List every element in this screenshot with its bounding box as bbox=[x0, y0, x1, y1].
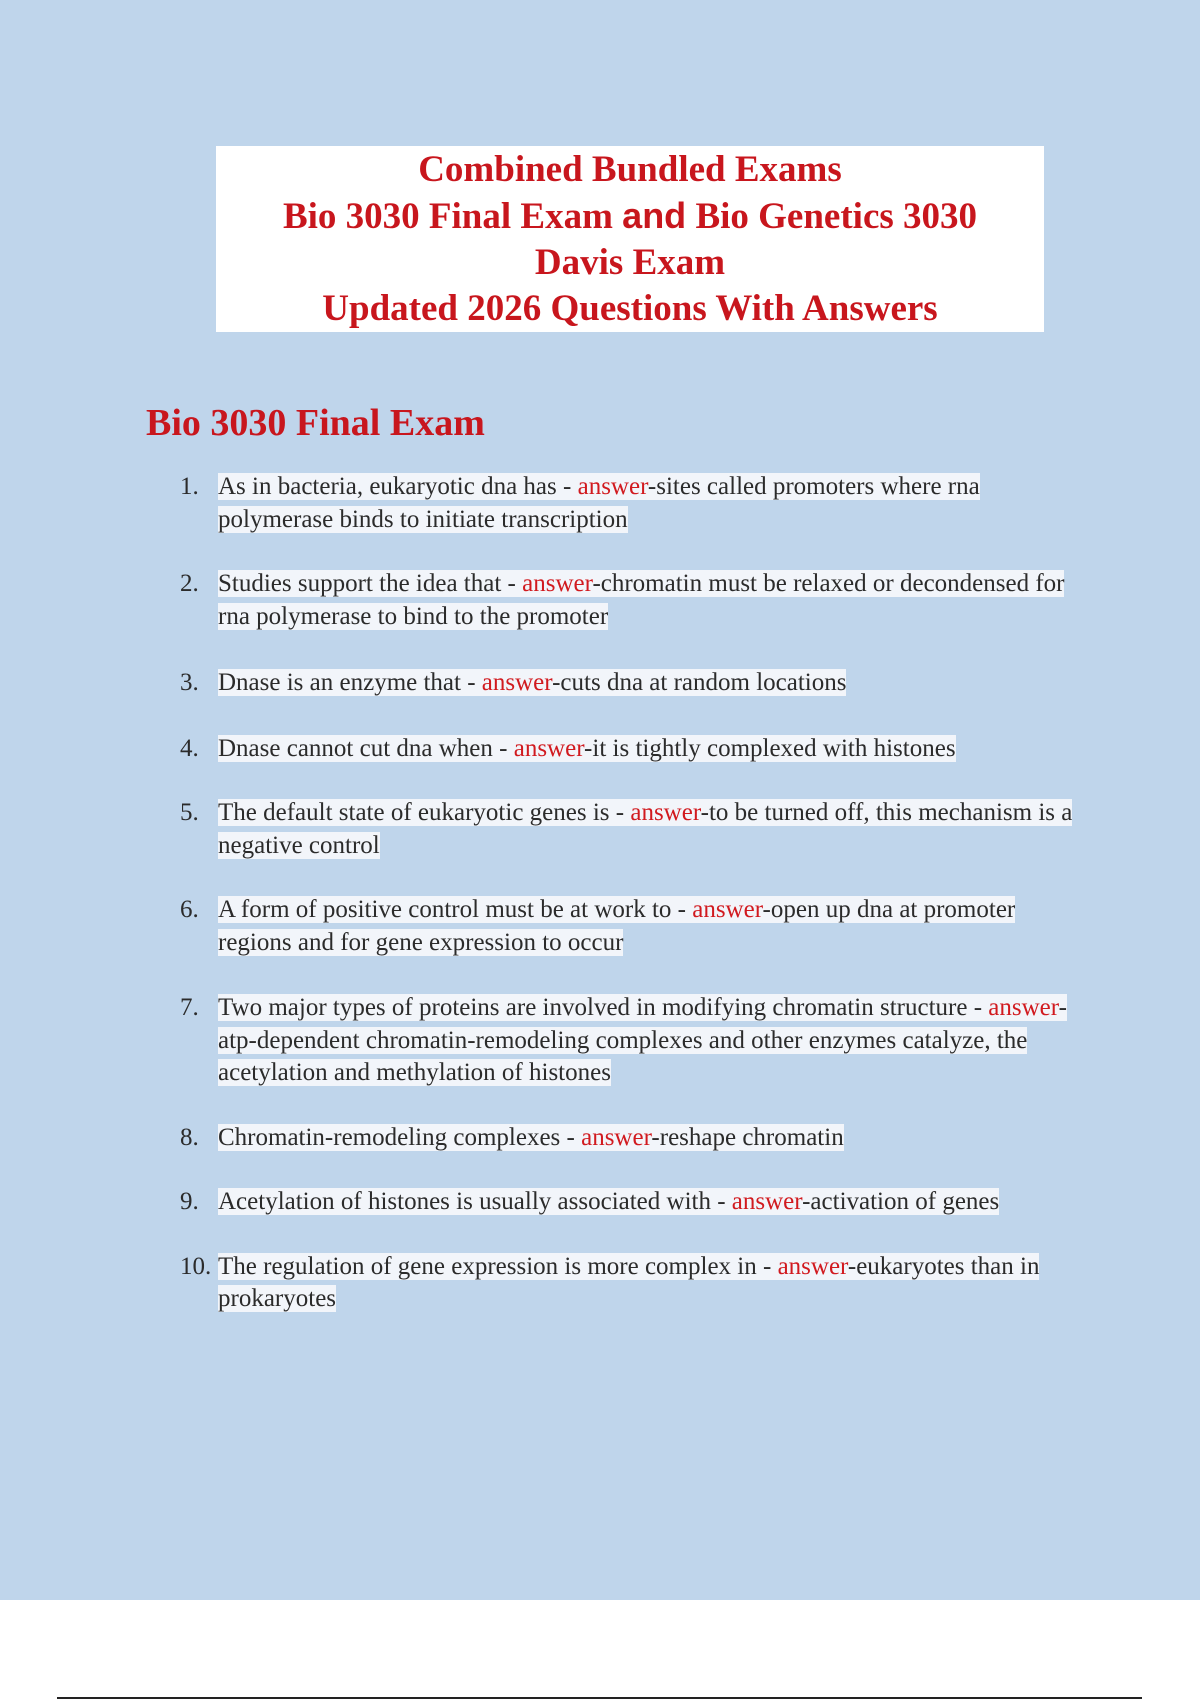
answer-text: -chromatin must be relaxed or decondensed for rna polymerase to bind to the promoter bbox=[218, 570, 1065, 630]
question-text: A form of positive control must be at work to - bbox=[218, 896, 693, 923]
item-number: 9. bbox=[180, 1188, 199, 1215]
list-item bbox=[180, 733, 1080, 766]
list-item bbox=[180, 894, 1080, 959]
item-number: 3. bbox=[180, 669, 199, 696]
title-line-2-part-b: Bio Genetics 3030 bbox=[686, 195, 978, 237]
item-number: 4. bbox=[180, 734, 199, 762]
item-text bbox=[218, 1124, 844, 1151]
question-text: Dnase is an enzyme that - bbox=[218, 669, 482, 696]
question-text: Studies support the idea that - bbox=[218, 570, 523, 597]
answer-text: -atp-dependent chromatin-remodeling complexes and other enzymes catalyze, the acetylation and methylation of histones bbox=[218, 994, 1067, 1086]
item-number: 5. bbox=[180, 799, 199, 826]
item-text bbox=[218, 669, 846, 696]
item-text bbox=[218, 799, 1072, 859]
item-text bbox=[218, 896, 1015, 956]
item-text bbox=[218, 735, 956, 762]
answer-keyword: answer bbox=[481, 669, 553, 696]
answer-keyword: answer bbox=[731, 1188, 803, 1215]
item-text bbox=[218, 994, 1067, 1086]
footer-divider bbox=[57, 1697, 1142, 1699]
item-number: 10. bbox=[180, 1252, 212, 1280]
item-number: 6. bbox=[180, 896, 199, 923]
answer-keyword: answer bbox=[988, 994, 1059, 1021]
title-line-3: Davis Exam bbox=[534, 241, 726, 283]
title-line-4: Updated 2026 Questions With Answers bbox=[322, 287, 938, 329]
answer-keyword: answer bbox=[777, 1252, 848, 1280]
question-text: The default state of eukaryotic genes is - bbox=[218, 799, 631, 826]
list-item bbox=[180, 568, 1080, 633]
item-text bbox=[218, 1253, 1039, 1313]
answer-text: -reshape chromatin bbox=[651, 1123, 844, 1151]
title-line-1: Combined Bundled Exams bbox=[418, 148, 842, 190]
item-number: 8. bbox=[180, 1123, 199, 1151]
item-text bbox=[218, 1188, 999, 1215]
answer-text: -to be turned off, this mechanism is a negative control bbox=[218, 799, 1073, 859]
answer-text: -activation of genes bbox=[802, 1188, 1000, 1215]
title-line-2 bbox=[283, 193, 977, 240]
answer-text: -cuts dna at random locations bbox=[552, 669, 847, 696]
title-line-2-part-a: Bio 3030 Final Exam bbox=[282, 195, 623, 237]
list-item bbox=[180, 471, 1080, 536]
list-item bbox=[180, 797, 1080, 862]
question-answer-list bbox=[180, 471, 1080, 1316]
answer-keyword: answer bbox=[513, 734, 585, 762]
question-text: The regulation of gene expression is more complex in - bbox=[218, 1252, 778, 1280]
question-text: Two major types of proteins are involved in modifying chromatin structure - bbox=[218, 994, 989, 1021]
answer-text: -it is tightly complexed with histones bbox=[584, 734, 956, 762]
section-heading: Bio 3030 Final Exam bbox=[146, 402, 485, 444]
question-text: Chromatin-remodeling complexes - bbox=[218, 1123, 582, 1151]
question-text: Acetylation of histones is usually associated with - bbox=[218, 1188, 732, 1215]
answer-keyword: answer bbox=[522, 570, 593, 597]
answer-keyword: answer bbox=[630, 799, 701, 826]
answer-text: -open up dna at promoter regions and for gene expression to occur bbox=[218, 896, 1016, 956]
answer-text: -eukaryotes than in prokaryotes bbox=[218, 1252, 1040, 1312]
list-item bbox=[180, 1186, 1080, 1219]
list-item bbox=[180, 667, 1080, 700]
answer-keyword: answer bbox=[692, 896, 763, 923]
item-number: 2. bbox=[180, 570, 199, 597]
list-item bbox=[180, 1251, 1080, 1316]
answer-keyword: answer bbox=[581, 1123, 652, 1151]
item-text bbox=[218, 570, 1064, 630]
item-text bbox=[218, 473, 980, 533]
list-item bbox=[180, 1122, 1080, 1155]
question-text: Dnase cannot cut dna when - bbox=[218, 734, 514, 762]
answer-text: -sites called promoters where rna polymerase binds to initiate transcription bbox=[218, 473, 980, 533]
answer-keyword: answer bbox=[577, 473, 648, 500]
item-number: 7. bbox=[180, 994, 199, 1021]
document-title-box bbox=[216, 146, 1044, 332]
list-item bbox=[180, 992, 1080, 1090]
title-line-2-and: and bbox=[622, 194, 687, 236]
item-number: 1. bbox=[180, 473, 199, 500]
question-text: As in bacteria, eukaryotic dna has - bbox=[218, 473, 578, 500]
